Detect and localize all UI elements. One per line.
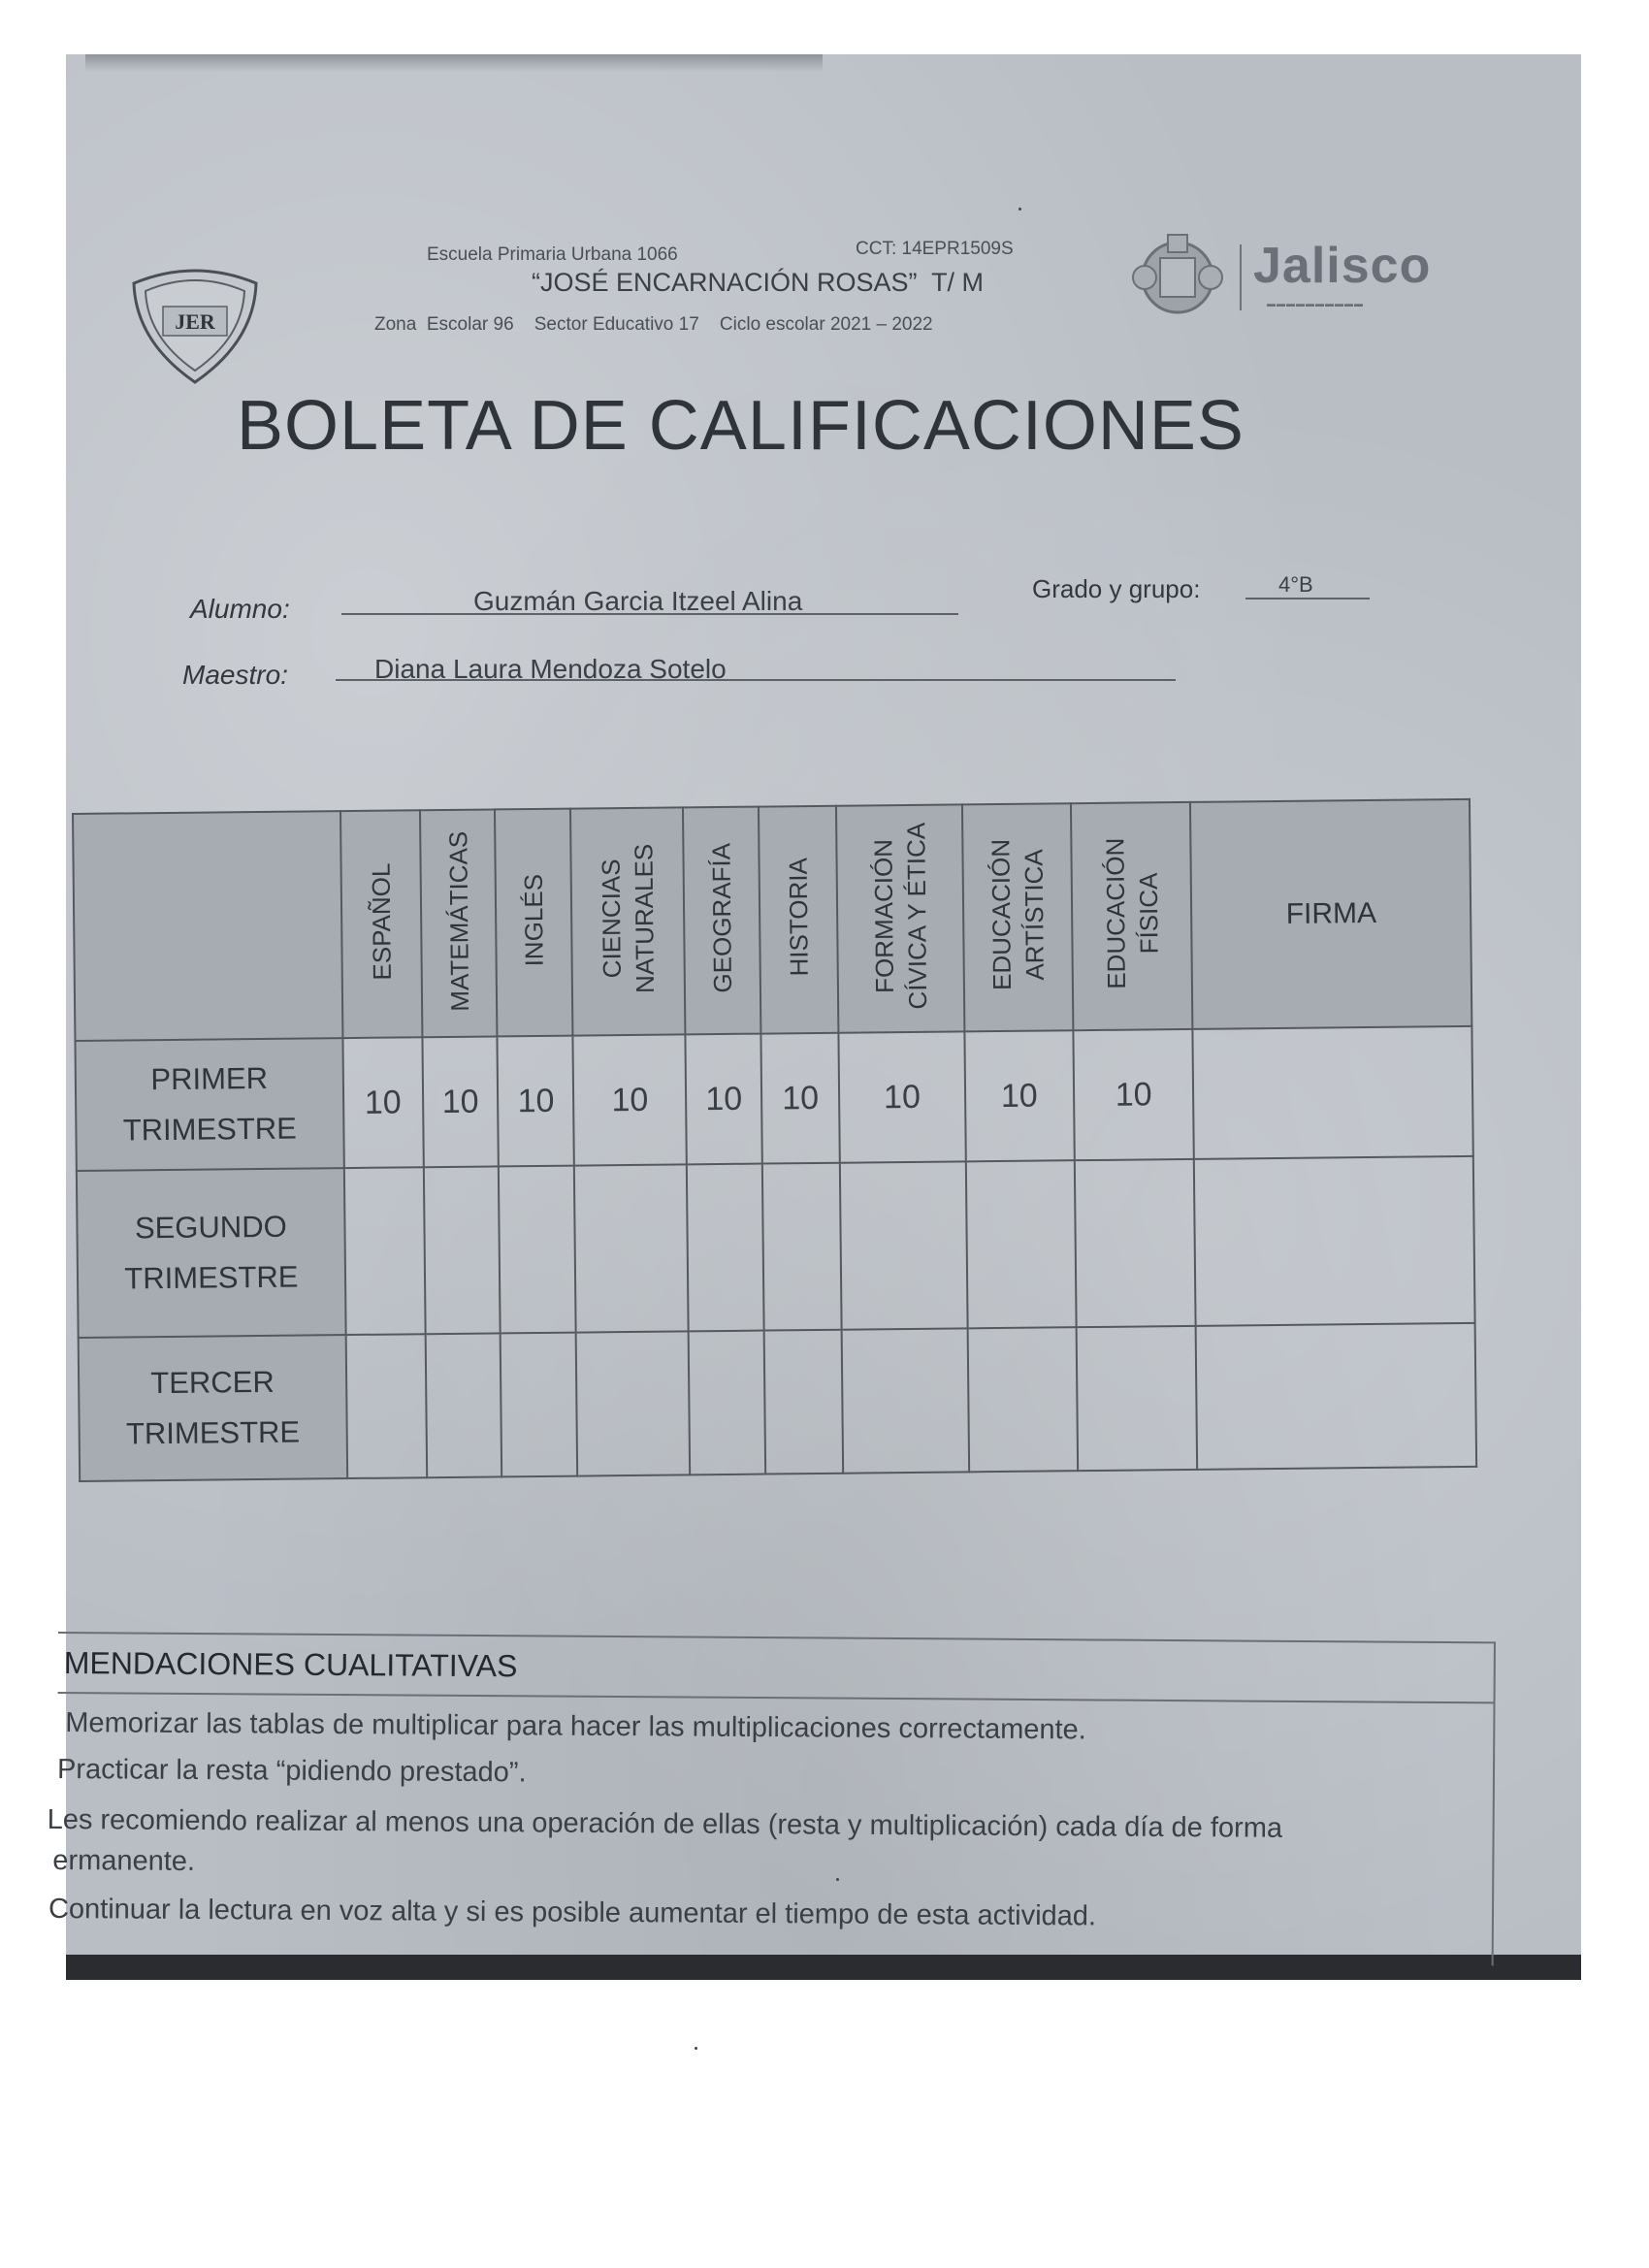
row-label: SEGUNDO TRIMESTRE: [77, 1168, 346, 1338]
jalisco-logo-subtext: ▬▬▬▬▬▬▬▬▬▬: [1267, 299, 1364, 308]
grade-cell: [687, 1164, 764, 1332]
grade-cell: 10: [686, 1034, 762, 1165]
subject-header: MATEMÁTICAS: [420, 809, 498, 1037]
firma-header: FIRMA: [1190, 799, 1471, 1029]
jalisco-emblem-icon: [1125, 229, 1230, 322]
speck: [695, 2047, 697, 2050]
grade-cell: [967, 1327, 1077, 1472]
school-zone-line: Zona Escolar 96 Sector Educativo 17 Ciclo escolar 2021 – 2022: [374, 314, 933, 335]
recommendation-line: Les recomiendo realizar al menos una operación de ellas (resta y multiplicación) cada día de forma: [47, 1803, 1283, 1844]
subject-header: CIENCIAS NATURALES: [570, 807, 685, 1035]
row-label: PRIMER TRIMESTRE: [75, 1038, 343, 1171]
grado-label: Grado y grupo:: [1032, 574, 1201, 603]
grade-cell: [501, 1333, 577, 1477]
firma-cell: [1196, 1323, 1476, 1470]
recommendation-line: ermanente.: [52, 1844, 196, 1877]
grade-cell: [842, 1328, 969, 1473]
grade-cell: [576, 1331, 690, 1475]
alumno-value: Guzmán Garcia Itzeel Alina: [473, 586, 803, 616]
subject-header: ESPAÑOL: [340, 810, 422, 1038]
recommendation-line: Practicar la resta “pidiendo prestado”.: [56, 1753, 527, 1789]
row-label: TERCER TRIMESTRE: [79, 1335, 347, 1481]
table-corner-cell: [73, 811, 342, 1041]
speck: [1018, 208, 1021, 211]
maestro-value: Diana Laura Mendoza Sotelo: [374, 654, 727, 684]
grade-cell: [764, 1330, 843, 1474]
recommendations-title: MENDACIONES CUALITATIVAS: [63, 1645, 518, 1684]
recommendations-divider: [58, 1692, 1494, 1703]
grade-cell: 10: [1073, 1029, 1194, 1160]
grade-cell: [966, 1160, 1077, 1328]
school-shield-logo: [124, 264, 266, 386]
shield-text: JER: [175, 309, 215, 334]
grado-value: 4°B: [1278, 572, 1313, 597]
school-quote: “JOSÉ ENCARNACIÓN ROSAS” T/ M: [532, 268, 985, 297]
grade-cell: 10: [342, 1037, 423, 1168]
subject-header: EDUCACIÓN FÍSICA: [1071, 802, 1193, 1030]
recommendation-line: Continuar la lectura en voz alta y si es posible aumentar el tiempo de esta actividad.: [48, 1893, 1097, 1932]
recommendations-box: [47, 1632, 1496, 1965]
grade-cell: 10: [964, 1030, 1074, 1161]
grades-table: [72, 798, 1477, 1482]
table-row: [79, 1323, 1476, 1481]
school-cct: CCT: 14EPR1509S: [856, 239, 1014, 259]
logo-separator: [1240, 244, 1242, 310]
firma-cell: [1193, 1026, 1473, 1159]
grade-cell: [574, 1164, 689, 1332]
grade-cell: [423, 1166, 501, 1334]
subject-header: FORMACIÓN CÍVICA Y ÉTICA: [836, 804, 964, 1032]
subject-header: HISTORIA: [759, 806, 838, 1034]
grade-cell: [425, 1333, 501, 1477]
maestro-label: Maestro:: [182, 660, 288, 690]
firma-cell: [1194, 1156, 1474, 1326]
grade-cell: 10: [498, 1036, 574, 1167]
table-row: [77, 1156, 1475, 1338]
school-name: Escuela Primaria Urbana 1066: [427, 244, 678, 265]
recommendation-line: Memorizar las tablas de multiplicar para hacer las multiplicaciones correctamente.: [65, 1707, 1086, 1746]
table-row: [75, 1026, 1472, 1171]
grade-cell: 10: [422, 1036, 499, 1167]
grade-cell: 10: [573, 1034, 687, 1165]
grade-cell: [344, 1167, 426, 1335]
subjects-header-row: [73, 799, 1471, 1041]
grade-cell: 10: [838, 1031, 965, 1162]
grade-cell: [345, 1334, 426, 1478]
grade-cell: [499, 1166, 576, 1334]
page-title: BOLETA DE CALIFICACIONES: [237, 387, 1245, 465]
grade-cell: [1074, 1159, 1196, 1327]
grade-cell: [1076, 1326, 1197, 1471]
subject-header: EDUCACIÓN ARTÍSTICA: [962, 803, 1073, 1031]
alumno-label: Alumno:: [190, 594, 290, 624]
grade-cell: 10: [761, 1033, 840, 1164]
grado-underline: [1245, 598, 1370, 599]
grade-cell: [840, 1161, 968, 1329]
grade-cell: [762, 1163, 842, 1331]
subject-header: GEOGRAFÍA: [683, 807, 760, 1035]
jalisco-logo-text: Jalisco: [1253, 238, 1432, 294]
scan-shadow: [85, 54, 823, 72]
subject-header: INGLÉS: [495, 809, 572, 1037]
grade-cell: [689, 1331, 765, 1475]
